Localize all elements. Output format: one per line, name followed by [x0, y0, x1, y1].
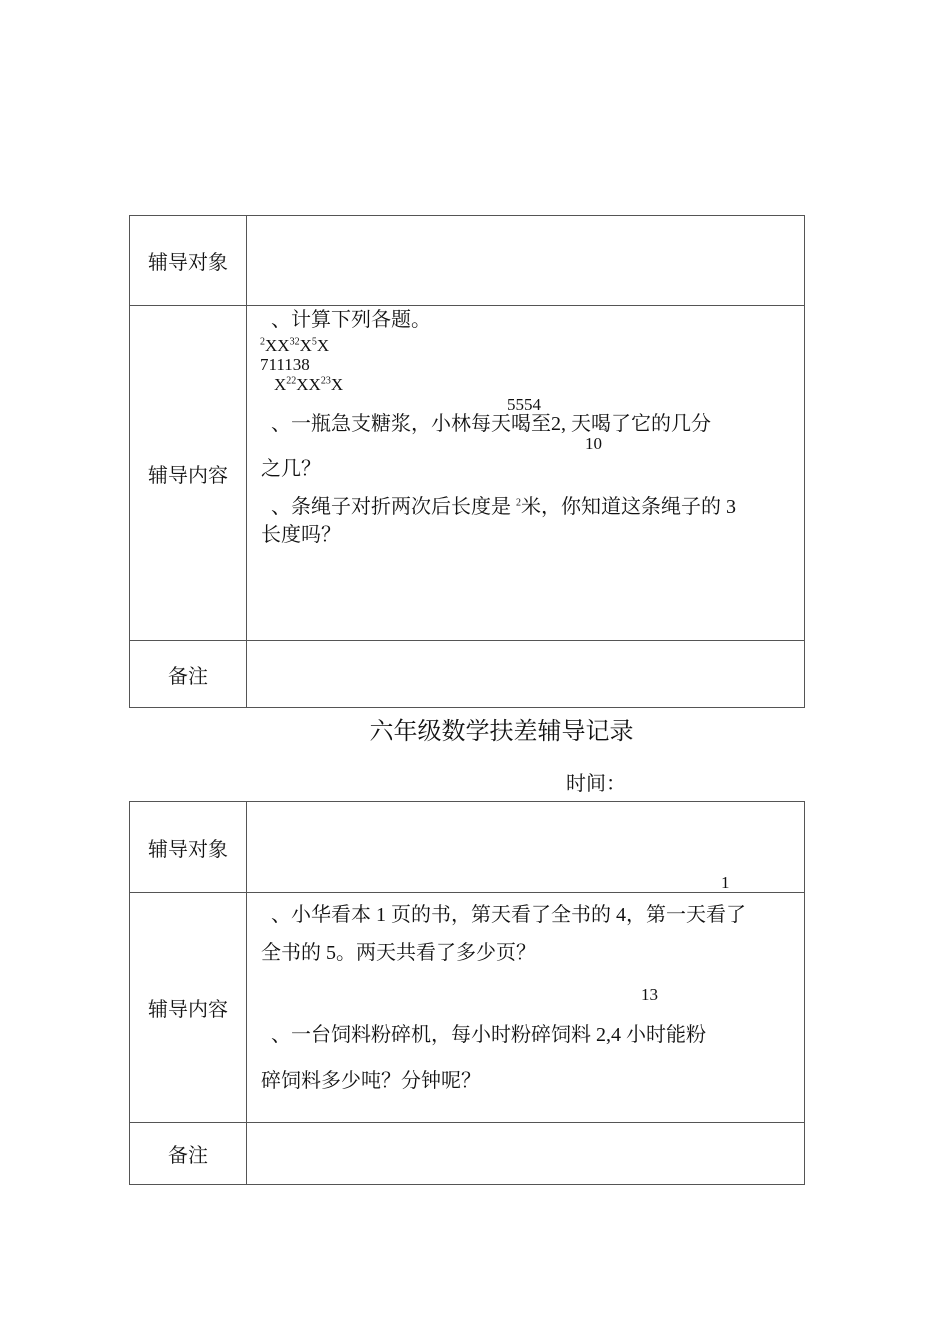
question-2-denominator: 10 [585, 434, 602, 453]
question-1-numerator: 1 [721, 873, 730, 892]
question-2-numerators: 5554 [507, 395, 541, 414]
question-2-line-1: 、一瓶急支糖浆，小林每天喝至2, 天喝了它的几分 [271, 413, 711, 435]
question-3-line-2: 长度吗？ [261, 524, 341, 546]
note-cell [247, 641, 805, 708]
question-1-line-1: 、小华看本 1 页的书，第天看了全书的 4，第一天看了 [271, 904, 746, 926]
question-2-numerators: 13 [641, 985, 658, 1004]
time-label: 时间： [566, 773, 626, 795]
content-cell [247, 893, 805, 1123]
label-note: 备注 [130, 641, 247, 708]
question-2-line-2: 之几？ [261, 458, 321, 480]
record-table-2 [129, 801, 805, 1185]
question-1-line-2: 711138 [260, 355, 310, 374]
label-note: 备注 [130, 1123, 247, 1185]
page-title: 六年级数学扶差辅导记录 [369, 719, 634, 745]
label-target: 辅导对象 [130, 802, 247, 893]
question-3-line-1: 、条绳子对折两次后长度是 $^2$米，你知道这条绳子的 3 [271, 496, 736, 518]
label-content: 辅导内容 [130, 306, 247, 641]
target-cell [247, 802, 805, 893]
question-1-line-2: 全书的 5。两天共看了多少页？ [261, 942, 536, 964]
note-cell [247, 1123, 805, 1185]
question-2-line-1: 、一台饲料粉碎机，每小时粉碎饲料 2,4 小时能粉 [271, 1024, 706, 1046]
question-1-line-3: $X^{22}XX^{23}X$ [274, 375, 344, 394]
target-cell [247, 216, 805, 306]
label-content: 辅导内容 [130, 893, 247, 1123]
question-2-line-2: 碎饲料多少吨？分钟呢？ [261, 1070, 481, 1092]
record-table-1 [129, 215, 805, 708]
label-target: 辅导对象 [130, 216, 247, 306]
question-1-line-1: $^2XX^{32}X^5X$ [260, 336, 330, 355]
question-1-heading: 、计算下列各题。 [271, 309, 431, 331]
content-cell [247, 306, 805, 641]
